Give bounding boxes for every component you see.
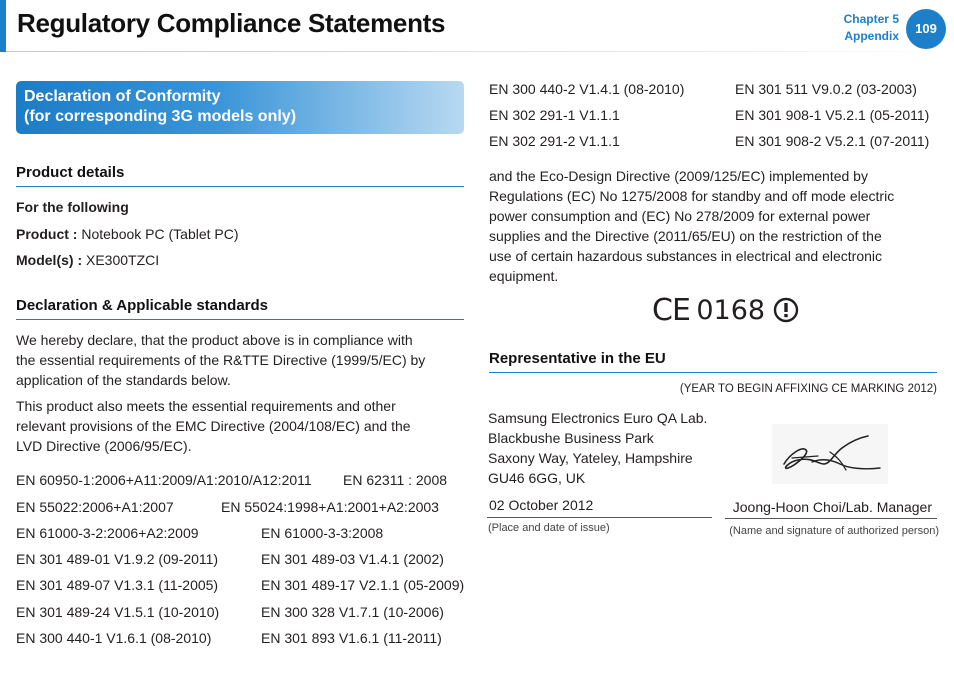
paragraph-line: use of certain hazardous substances in electrical and electronic [489,248,882,264]
standard-item: EN 61000-3-3:2008 [261,525,384,541]
paragraph-line: supplies and the Directive (2011/65/EU) on the restriction of the [489,228,882,244]
representative-heading: Representative in the EU [489,350,666,367]
standard-item: EN 300 440-2 V1.4.1 (08-2010) [489,81,685,97]
standard-item: EN 301 893 V1.6.1 (11-2011) [261,630,442,646]
banner-title-line2: (for corresponding 3G models only) [24,108,297,125]
page-title: Regulatory Compliance Statements [17,8,446,38]
paragraph-line: LVD Directive (2006/95/EC). [16,438,192,454]
model-value: XE300TZCI [86,252,160,268]
banner-title-line1: Declaration of Conformity [24,88,221,105]
representative-address [488,408,707,488]
declaration-paragraph-2 [16,396,411,456]
address-line: Saxony Way, Yateley, Hampshire [488,450,693,466]
address-line: GU46 6GG, UK [488,470,586,486]
chapter-number: Chapter 5 [843,12,899,26]
standard-item: EN 301 511 V9.0.2 (03-2003) [735,81,917,97]
date-caption: (Place and date of issue) [488,522,610,534]
paragraph-line: Regulations (EC) No 1275/2008 for standby and off mode electric [489,188,895,204]
chapter-label [844,11,899,45]
standard-item: EN 302 291-2 V1.1.1 [489,133,620,149]
chapter-section: Appendix [844,29,899,43]
standard-item: EN 60950-1:2006+A11:2009/A1:2010/A12:2011 [16,472,312,488]
signer-signature-line [725,518,937,519]
alert-class-icon [773,297,799,328]
standard-item: EN 302 291-1 V1.1.1 [489,107,620,123]
product-details-heading: Product details [16,164,125,181]
product-details-rule [16,186,464,187]
address-line: Samsung Electronics Euro QA Lab. [488,410,708,426]
paragraph-line: the essential requirements of the R&TTE Directive (1999/5/EC) by [16,352,426,368]
standard-item: EN 301 489-01 V1.9.2 (09-2011) [16,551,219,567]
eco-design-paragraph [489,166,894,286]
standard-item: EN 300 440-1 V1.6.1 (08-2010) [16,630,212,646]
paragraph-line: application of the standards below. [16,372,231,388]
standard-item: EN 301 908-2 V5.2.1 (07-2011) [735,133,930,149]
header-accent-bar [0,0,6,52]
ce-mark-icon: CE [652,293,690,328]
standard-item: EN 62311 : 2008 [343,472,448,488]
representative-rule [489,372,937,373]
standard-item: EN 55024:1998+A1:2001+A2:2003 [221,499,439,515]
signature-icon [772,424,888,484]
declaration-rule [16,319,464,320]
declaration-paragraph-1 [16,330,425,390]
declaration-heading: Declaration & Applicable standards [16,297,269,314]
header-divider [6,51,954,52]
standard-item: EN 55022:2006+A1:2007 [16,499,174,515]
standard-item: EN 301 908-1 V5.2.1 (05-2011) [735,107,930,123]
standard-item: EN 301 489-03 V1.4.1 (2002) [261,551,444,567]
paragraph-line: equipment. [489,268,559,284]
paragraph-line: This product also meets the essential requirements and other [16,398,396,414]
product-line [16,224,239,244]
signer-name: Joong-Hoon Choi/Lab. Manager [732,499,932,515]
paragraph-line: We hereby declare, that the product above is in compliance with [16,332,413,348]
model-label: Model(s) : [16,252,83,268]
notified-body-number: 0168 [696,295,766,326]
address-line: Blackbushe Business Park [488,430,654,446]
standard-item: EN 301 489-17 V2.1.1 (05-2009) [261,577,465,593]
paragraph-line: relevant provisions of the EMC Directive (2004/108/EC) and the [16,418,411,434]
for-following-label: For the following [16,199,129,215]
standard-item: EN 61000-3-2:2006+A2:2009 [16,525,199,541]
product-label: Product : [16,226,78,242]
ce-mark-group [652,292,799,330]
standard-item: EN 301 489-24 V1.5.1 (10-2010) [16,604,220,620]
standard-item: EN 301 489-07 V1.3.1 (11-2005) [16,577,219,593]
product-value: Notebook PC (Tablet PC) [81,226,239,242]
affix-note: (YEAR TO BEGIN AFFIXING CE MARKING 2012) [679,383,937,395]
page-number-badge: 109 [906,9,946,49]
signer-caption: (Name and signature of authorized person) [729,525,939,537]
issue-date: 02 October 2012 [489,497,594,513]
standard-item: EN 300 328 V1.7.1 (10-2006) [261,604,444,620]
paragraph-line: power consumption and (EC) No 278/2009 for external power [489,208,871,224]
declaration-banner [16,81,464,134]
model-line [16,250,159,270]
date-signature-line [487,517,712,518]
paragraph-line: and the Eco-Design Directive (2009/125/EC) implemented by [489,168,868,184]
